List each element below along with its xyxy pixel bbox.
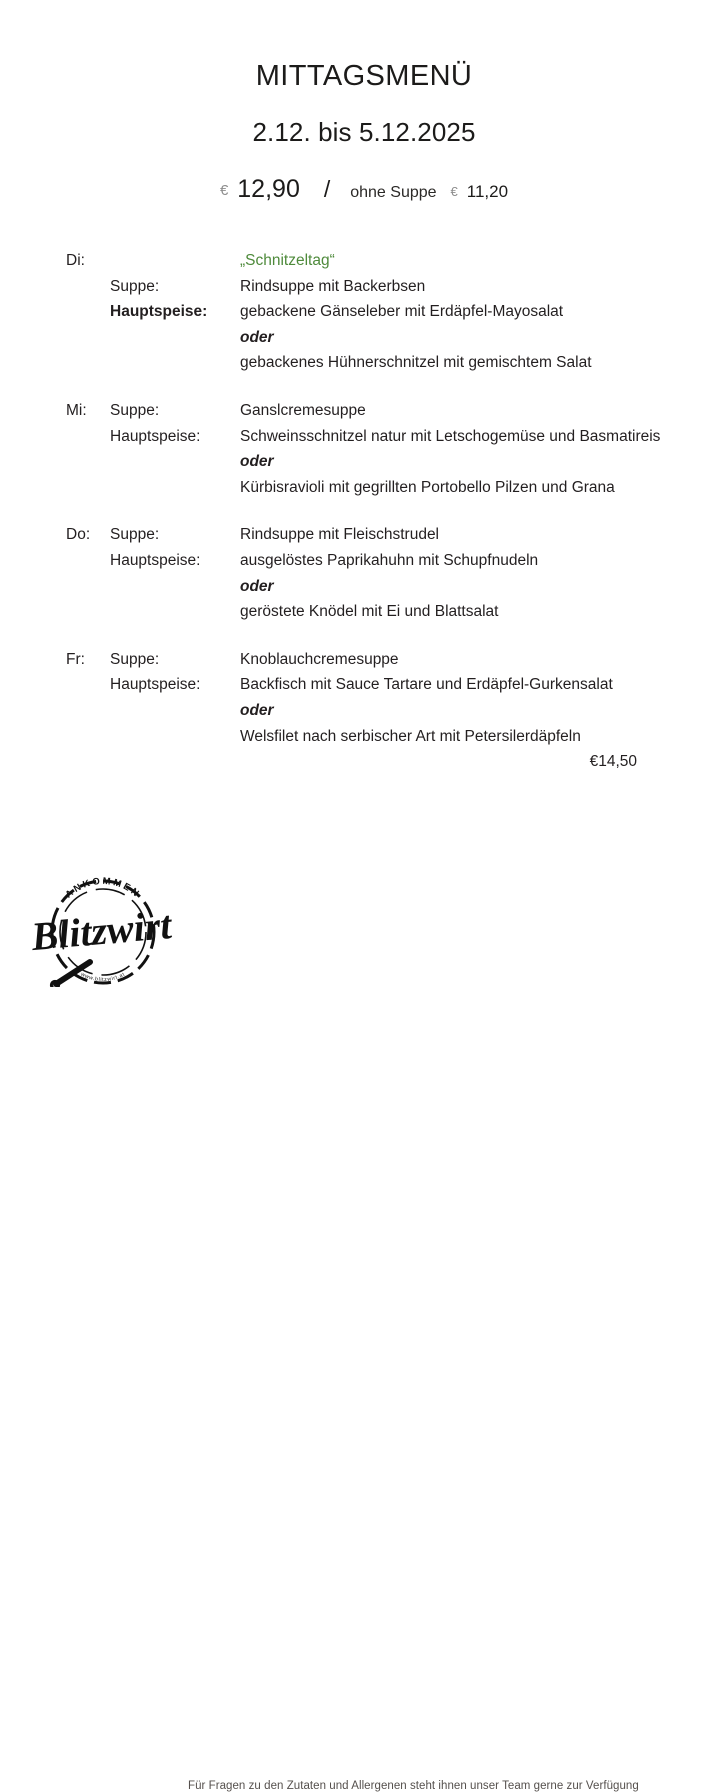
soup-value: Rindsuppe mit Backerbsen xyxy=(240,277,426,295)
oder-row xyxy=(66,574,728,600)
price-without-soup: 11,20 xyxy=(466,182,509,201)
soup-value: Ganslcremesuppe xyxy=(240,401,366,419)
allergen-note: Für Fragen zu den Zutaten und Allergenen steht ihnen unser Team gerne zur Verfügung xyxy=(188,1780,639,1792)
page-title: MITTAGSMENÜ xyxy=(255,60,473,92)
day-block-di xyxy=(0,248,728,376)
main-alt-row xyxy=(66,350,728,376)
day-abbr: Di: xyxy=(66,252,85,269)
menu-header xyxy=(0,62,728,204)
oder-separator: oder xyxy=(240,701,274,719)
oder-row xyxy=(66,698,728,724)
price-note-label: ohne Suppe xyxy=(350,184,437,201)
main-row xyxy=(66,672,728,698)
main-label: Hauptspeise: xyxy=(110,427,201,445)
blitzwirt-logo-icon xyxy=(22,862,182,987)
oder-separator: oder xyxy=(240,453,274,471)
menu-day-list xyxy=(0,248,728,797)
soup-value: Rindsuppe mit Fleischstrudel xyxy=(240,526,440,544)
oder-row xyxy=(66,325,728,351)
day-abbr: Mi: xyxy=(66,401,87,419)
logo-top-arc-text: ANKOMMEN xyxy=(63,875,143,901)
surcharge-price: €14,50 xyxy=(589,753,637,771)
page-footer xyxy=(0,862,728,1792)
logo-bottom-arc-text: www.blitzwirt.at xyxy=(79,971,127,984)
main-option-2: geröstete Knödel mit Ei und Blattsalat xyxy=(240,603,499,621)
main-label: Hauptspeise: xyxy=(110,551,201,569)
day-special-title: „Schnitzeltag“ xyxy=(240,252,335,269)
day-block-do xyxy=(0,522,728,624)
main-row xyxy=(66,424,728,450)
day-abbr: Fr: xyxy=(66,650,85,668)
day-block-mi xyxy=(0,398,728,500)
main-row xyxy=(66,548,728,574)
euro-icon: € xyxy=(219,182,229,199)
price-separator: / xyxy=(323,176,331,202)
day-abbr: Do: xyxy=(66,526,91,544)
main-label: Hauptspeise: xyxy=(110,676,201,694)
euro-icon-secondary: € xyxy=(450,184,458,199)
main-option-1: ausgelöstes Paprikahuhn mit Schupfnudeln xyxy=(240,551,539,569)
blitzwirt-logo xyxy=(22,862,182,987)
oder-row xyxy=(66,449,728,475)
main-option-1: Schweinsschnitzel natur mit Letschogemüse und Basmatireis xyxy=(240,427,661,445)
day-special-row xyxy=(66,248,728,274)
logo-wordmark: Blitzwirt xyxy=(29,902,174,960)
soup-label: Suppe: xyxy=(110,650,160,668)
soup-row xyxy=(66,274,728,300)
main-label: Hauptspeise: xyxy=(110,303,208,321)
main-option-1: Backfisch mit Sauce Tartare und Erdäpfel-Gurkensalat xyxy=(240,676,613,694)
main-alt-row xyxy=(66,724,728,750)
soup-label: Suppe: xyxy=(110,277,160,295)
main-option-2: Welsfilet nach serbischer Art mit Petersilerdäpfeln xyxy=(240,727,581,745)
price-with-soup: 12,90 xyxy=(237,175,300,203)
soup-label: Suppe: xyxy=(110,401,160,419)
soup-label: Suppe: xyxy=(110,526,160,544)
main-row xyxy=(66,299,728,325)
date-range: 2.12. bis 5.12.2025 xyxy=(252,117,476,147)
main-option-2: Kürbisravioli mit gegrillten Portobello Pilzen und Grana xyxy=(240,478,615,496)
soup-row xyxy=(66,522,728,548)
oder-separator: oder xyxy=(240,577,274,595)
day-block-fr xyxy=(0,647,728,775)
soup-value: Knoblauchcremesuppe xyxy=(240,650,399,668)
soup-row xyxy=(66,647,728,673)
main-option-1: gebackene Gänseleber mit Erdäpfel-Mayosalat xyxy=(240,303,564,321)
oder-separator: oder xyxy=(240,328,274,346)
main-alt-row xyxy=(66,475,728,501)
price-line xyxy=(0,145,728,204)
soup-row xyxy=(66,398,728,424)
main-option-2: gebackenes Hühnerschnitzel mit gemischtem Salat xyxy=(240,354,592,372)
main-alt-row xyxy=(66,599,728,625)
